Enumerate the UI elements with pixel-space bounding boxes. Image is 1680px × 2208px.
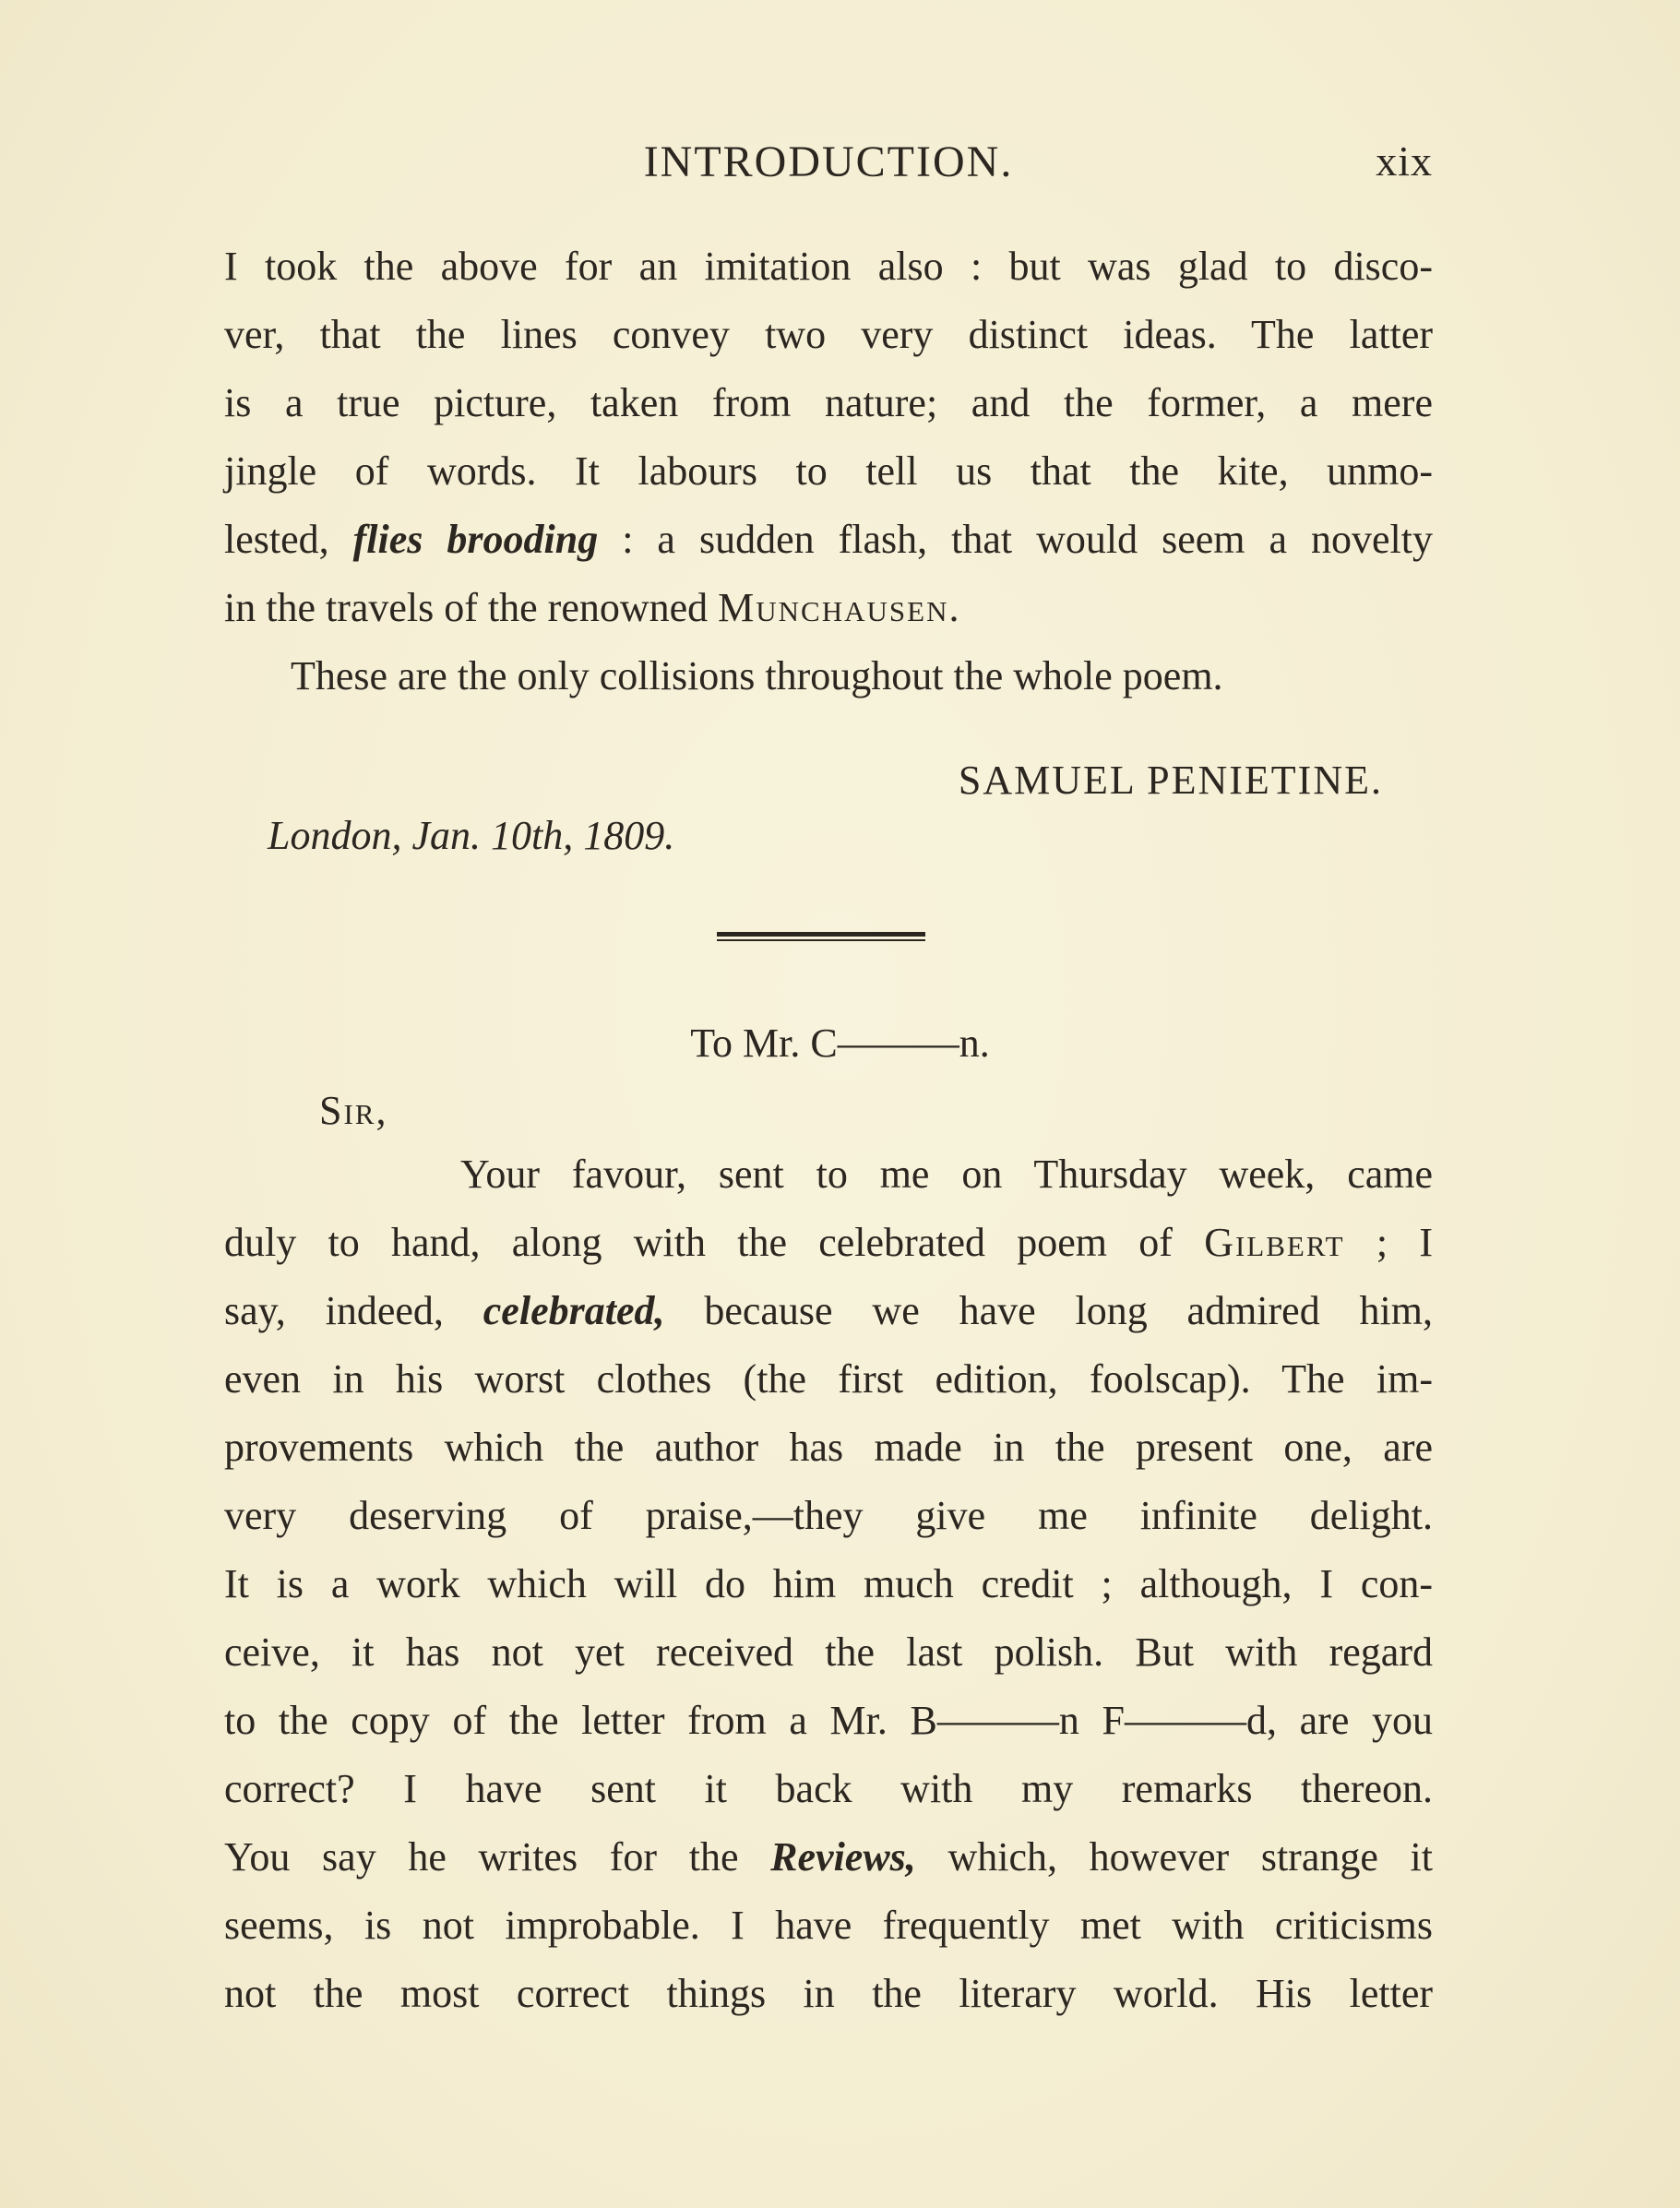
text-line — [224, 574, 1433, 642]
text-line: seems, is not improbable. I have frequently met with criticisms — [224, 1903, 1433, 1948]
italic-phrase: Reviews, — [770, 1834, 916, 1880]
letter-body — [224, 1140, 1433, 2028]
text-line: ver, that the lines convey two very distinct ideas. The latter — [224, 312, 1433, 357]
letter-salutation: Sir, — [319, 1088, 388, 1133]
text-fragment: say, indeed, — [224, 1288, 483, 1333]
text-line: ceive, it has not yet received the last polish. But with regard — [224, 1629, 1433, 1675]
text-fragment: duly to hand, along with the celebrated poem of — [224, 1220, 1205, 1265]
text-line: is a true picture, taken from nature; and the former, a mere — [224, 380, 1433, 425]
paragraph-2: These are the only collisions throughout the whole poem. — [291, 653, 1223, 698]
text-line: Your favour, sent to me on Thursday week, came — [460, 1152, 1433, 1197]
text-fragment: : a sudden flash, that would seem a novelty — [598, 517, 1434, 562]
text-line: I took the above for an imitation also : but was glad to disco- — [224, 244, 1433, 289]
italic-phrase: celebrated, — [483, 1288, 665, 1333]
signature-name: SAMUEL PENIETINE. — [958, 758, 1383, 803]
text-line: not the most correct things in the literary world. His letter — [224, 1971, 1433, 2016]
section-divider — [717, 932, 925, 941]
text-line — [224, 1823, 1433, 1892]
text-line: to the copy of the letter from a Mr. B———n F———d, are you — [224, 1698, 1433, 1743]
text-fragment: which, however strange it — [915, 1834, 1433, 1880]
text-line: even in his worst clothes (the first edition, foolscap). The im- — [224, 1356, 1433, 1402]
text-line: correct? I have sent it back with my remarks thereon. — [224, 1766, 1433, 1811]
page-number: xix — [1376, 137, 1433, 185]
paragraph-1 — [224, 233, 1433, 710]
running-head — [224, 129, 1433, 185]
small-caps-name: Gilbert — [1204, 1220, 1345, 1265]
letter-addressee: To Mr. C———n. — [690, 1020, 990, 1066]
text-fragment: in the travels of the renowned — [224, 585, 719, 630]
small-caps-name: Munchausen — [718, 585, 949, 630]
text-fragment: ; I — [1344, 1220, 1433, 1265]
text-line: jingle of words. It labours to tell us that the kite, unmo- — [224, 448, 1433, 494]
text-line — [224, 1209, 1433, 1277]
text-line — [224, 506, 1433, 574]
text-fragment: . — [948, 585, 959, 630]
text-fragment: because we have long admired him, — [664, 1288, 1434, 1333]
text-line: It is a work which will do him much credit ; although, I con- — [224, 1561, 1433, 1606]
text-line — [224, 1277, 1433, 1345]
italic-phrase: flies brooding — [352, 517, 599, 562]
signature-dateline: London, Jan. 10th, 1809. — [268, 813, 675, 858]
text-line: very deserving of praise,—they give me infinite delight. — [224, 1493, 1433, 1538]
text-line: provements which the author has made in the present one, are — [224, 1425, 1433, 1470]
text-fragment: lested, — [224, 517, 353, 562]
text-fragment: You say he writes for the — [224, 1834, 771, 1880]
running-head-title: INTRODUCTION. — [643, 137, 1014, 186]
